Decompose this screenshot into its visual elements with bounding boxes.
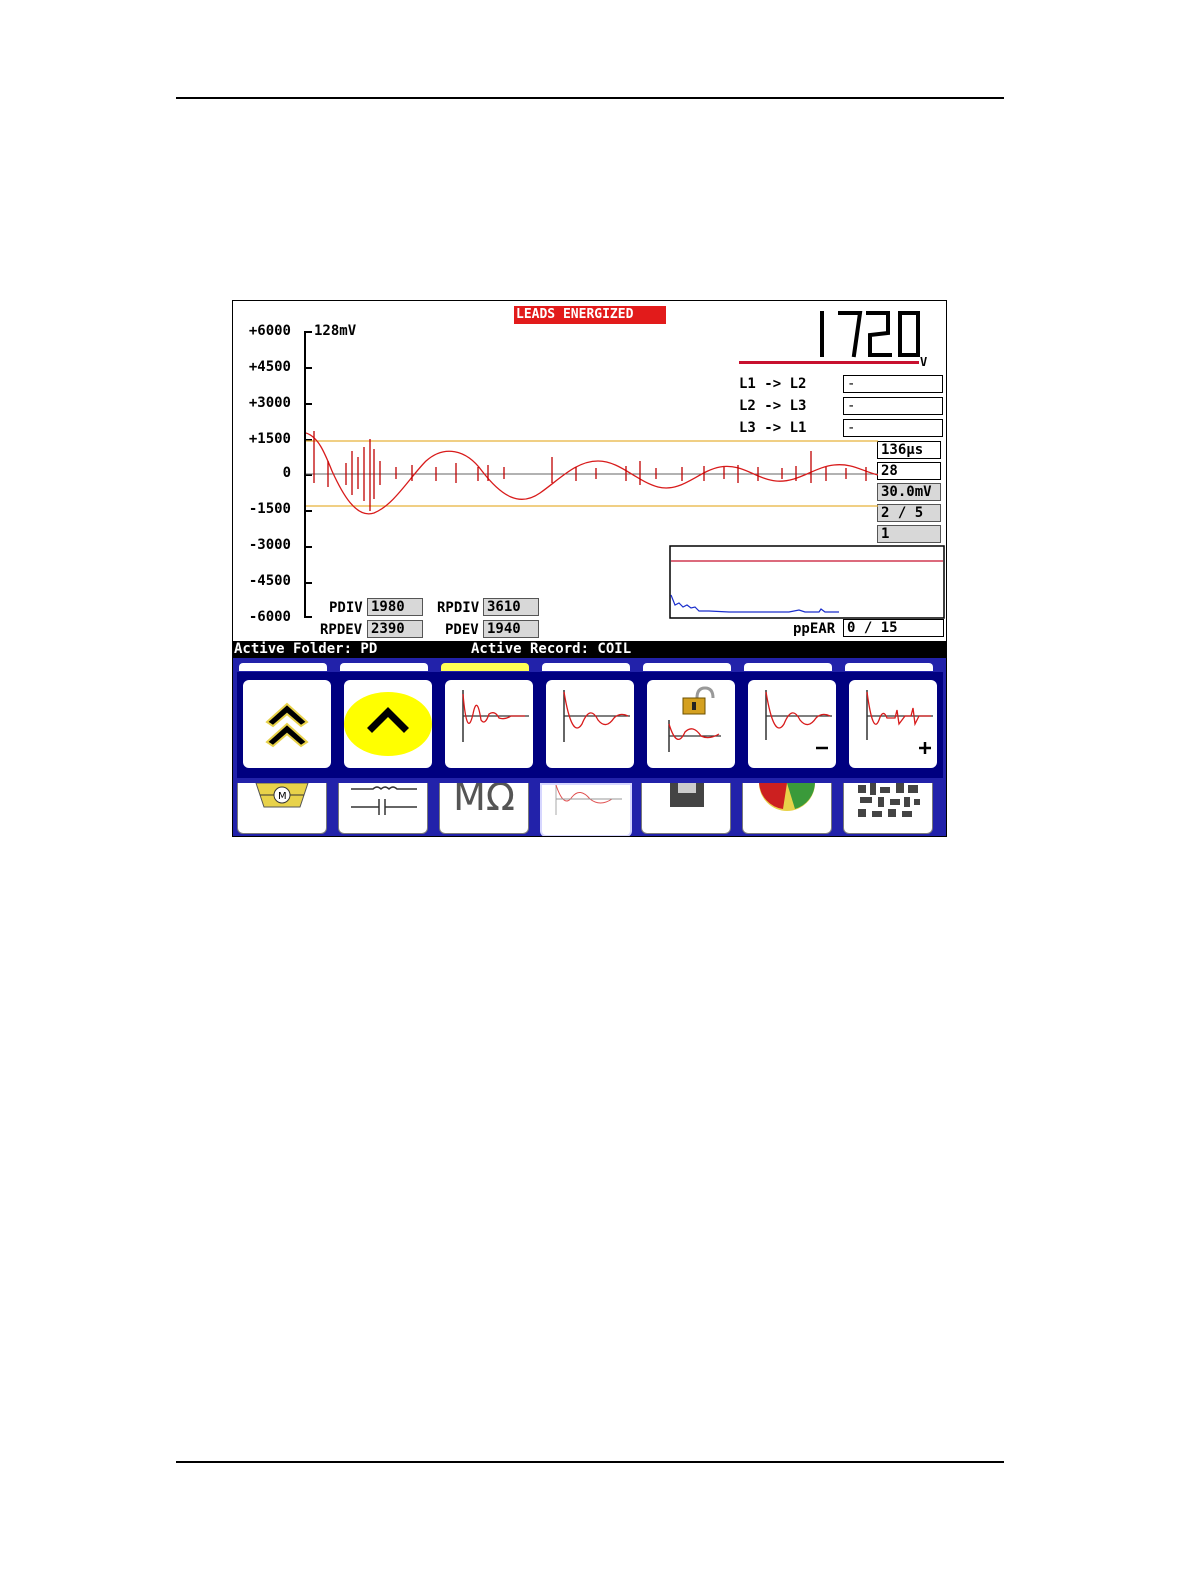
pulse-width-value: 136µs <box>877 441 941 459</box>
scale-label: 128mV <box>314 323 357 339</box>
rpdev-value: 2390 <box>367 620 423 638</box>
page-indicator: 2 / 5 <box>877 504 941 522</box>
toolbar-tab <box>643 663 731 671</box>
lock-waveform-button[interactable] <box>647 680 735 768</box>
lead-label: L1 -> L2 <box>739 376 807 392</box>
waveform-decay-icon <box>445 680 533 768</box>
waveform-plus-button[interactable] <box>849 680 937 768</box>
waveform-minus-icon <box>748 680 836 768</box>
threshold-value: 30.0mV <box>877 483 941 501</box>
voltage-unit: V <box>920 355 928 369</box>
waveform-tab-button[interactable] <box>540 783 632 837</box>
bottom-rule <box>176 1461 1004 1463</box>
lead-value-field[interactable]: - <box>843 419 943 437</box>
y-axis-tick <box>304 403 312 405</box>
waveform-icon <box>546 680 634 768</box>
voltage-value-text <box>233 301 234 302</box>
coil-capacitor-button[interactable] <box>338 783 428 834</box>
ppear-label: ppEAR <box>793 621 836 637</box>
pulse-count-value: 28 <box>877 462 941 480</box>
toolbar-tab <box>845 663 933 671</box>
y-axis-tick <box>304 546 312 548</box>
y-axis-tick <box>304 331 312 333</box>
waveform-plus-icon <box>849 680 937 768</box>
pdiv-label: PDIV <box>329 600 363 616</box>
lead-label: L3 -> L1 <box>739 420 807 436</box>
double-chevron-up-icon <box>243 680 331 768</box>
pdev-value: 1940 <box>483 620 539 638</box>
instrument-screen <box>232 300 947 837</box>
surge-waveform <box>306 433 878 514</box>
lead-value-field[interactable]: - <box>843 375 943 393</box>
waveform-tab-icon <box>542 785 630 835</box>
waveform-button[interactable] <box>546 680 634 768</box>
coil-capacitor-icon <box>339 783 427 833</box>
svg-text:M: M <box>278 791 287 802</box>
megohm-icon: MΩ <box>453 783 515 819</box>
active-record: Active Record: COIL <box>471 641 632 657</box>
status-bar <box>233 641 946 658</box>
zoom-in-button[interactable] <box>344 680 432 768</box>
y-axis-label: -1500 <box>248 501 291 517</box>
zoom-max-button[interactable] <box>243 680 331 768</box>
qr-pattern-icon <box>844 783 932 833</box>
voltage-underline <box>739 361 919 364</box>
rpdiv-label: RPDIV <box>437 600 480 616</box>
pdiv-value: 1980 <box>367 598 423 616</box>
y-axis-tick <box>304 582 312 584</box>
voltage-readout <box>808 309 928 361</box>
pie-chart-button[interactable] <box>742 783 832 834</box>
toolbar-tab <box>744 663 832 671</box>
y-axis-label: -3000 <box>248 537 291 553</box>
motor-icon <box>238 783 326 833</box>
y-axis-label: +4500 <box>248 359 291 375</box>
lead-value-field[interactable]: - <box>843 397 943 415</box>
pie-chart-icon <box>743 783 831 833</box>
zoom-popup <box>237 672 943 778</box>
ppear-value: 0 / 15 <box>843 619 944 637</box>
rpdiv-value: 3610 <box>483 598 539 616</box>
noise-spikes <box>314 431 866 511</box>
floppy-disk-icon <box>642 783 730 833</box>
y-axis-tick <box>304 367 312 369</box>
active-folder: Active Folder: PD <box>234 641 378 657</box>
rpdev-label: RPDEV <box>320 622 363 638</box>
chevron-up-icon <box>344 680 432 768</box>
pdev-label: PDEV <box>445 622 479 638</box>
lead-label: L2 -> L3 <box>739 398 807 414</box>
toolbar-tab <box>542 663 630 671</box>
top-rule <box>176 97 1004 99</box>
motor-button[interactable] <box>237 783 327 834</box>
lock-waveform-icon <box>647 680 735 768</box>
y-axis-label: -6000 <box>248 609 291 625</box>
toolbar-tab <box>340 663 428 671</box>
y-axis-label: +6000 <box>248 323 291 339</box>
y-axis-label: 0 <box>282 465 291 481</box>
waveform-minus-button[interactable] <box>748 680 836 768</box>
waveform-plot <box>306 421 878 521</box>
y-axis-label: +3000 <box>248 395 291 411</box>
floppy-disk-button[interactable] <box>641 783 731 834</box>
y-axis-label: -4500 <box>248 573 291 589</box>
waveform-decay-button[interactable] <box>445 680 533 768</box>
toolbar-tab <box>441 663 529 671</box>
megohm-button[interactable] <box>439 783 529 834</box>
y-axis-label: +1500 <box>248 431 291 447</box>
toolbar <box>233 658 946 836</box>
leads-energized-banner: LEADS ENERGIZED <box>514 306 666 324</box>
trend-plot <box>669 545 945 619</box>
y-axis-tick <box>304 616 312 618</box>
toolbar-tab <box>239 663 327 671</box>
qr-pattern-button[interactable] <box>843 783 933 834</box>
channel-indicator: 1 <box>877 525 941 543</box>
